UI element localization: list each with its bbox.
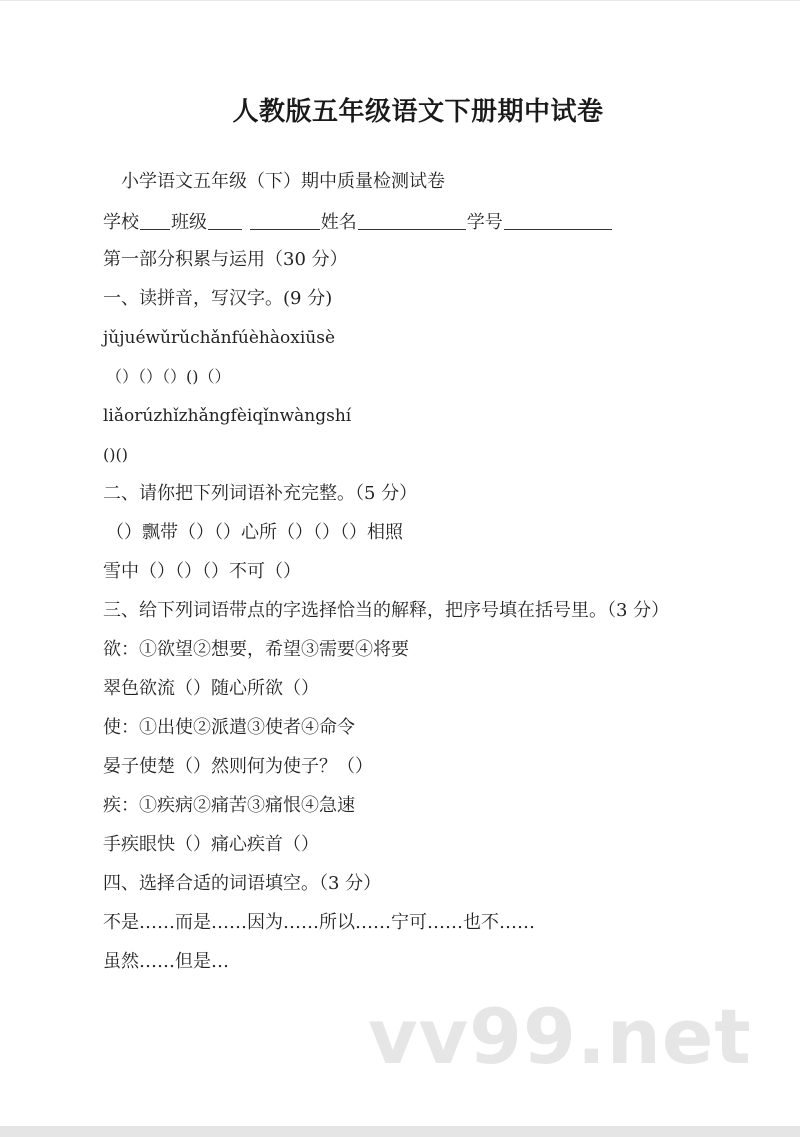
question-4-options-row-2: 虽然……但是… (103, 951, 229, 972)
student-info-line (103, 209, 613, 235)
name-blank (358, 211, 466, 230)
question-1-answer-row-1: （）（）（）()（） (106, 367, 231, 386)
question-4-options-row-1: 不是……而是……因为……所以……宁可……也不…… (103, 912, 535, 933)
question-3-items-ji: 手疾眼快（）痛心疾首（） (103, 834, 319, 855)
question-1-pinyin-row-1: jǔjuéwǔrǔchǎnfúèhàoxiūsè (103, 328, 336, 348)
question-1-answer-row-2: ()() (103, 445, 128, 464)
class-blank (208, 211, 242, 230)
question-3-definition-ji: 疾：①疾病②痛苦③痛恨④急速 (103, 795, 355, 816)
name-label: 姓名 (320, 212, 357, 233)
question-1-pinyin-row-2: liǎorúzhǐzhǎngfèiqǐnwàngshí (103, 406, 352, 426)
page-bottom-gutter (0, 1126, 800, 1137)
school-blank (140, 211, 170, 230)
question-2-heading: 二、请你把下列词语补充完整。（5 分） (103, 483, 418, 504)
document-subtitle: 小学语文五年级（下）期中质量检测试卷 (121, 171, 445, 192)
question-3-definition-yu: 欲：①欲望②想要，希望③需要④将要 (103, 639, 409, 660)
number-blank (504, 211, 612, 230)
question-3-heading: 三、给下列词语带点的字选择恰当的解释，把序号填在括号里。（3 分） (103, 600, 670, 621)
class-blank-extra (250, 211, 320, 230)
document-title: 人教版五年级语文下册期中试卷 (232, 97, 604, 127)
watermark-text: vv99.net (368, 992, 752, 1081)
question-1-heading: 一、读拼音，写汉字。(9 分) (103, 288, 333, 309)
school-label: 学校 (103, 212, 139, 233)
question-3-items-yu: 翠色欲流（）随心所欲（） (103, 678, 319, 699)
question-4-heading: 四、选择合适的词语填空。（3 分） (103, 873, 382, 894)
question-3-items-shi: 晏子使楚（）然则何为使子？（） (103, 756, 373, 777)
part-one-heading: 第一部分积累与运用（30 分） (103, 249, 348, 270)
question-2-row-2: 雪中（）（）（）不可（） (103, 561, 301, 582)
number-label: 学号 (466, 212, 503, 233)
question-3-definition-shi: 使：①出使②派遣③使者④命令 (103, 717, 355, 738)
class-label: 班级 (171, 212, 207, 233)
question-2-row-1: （）飘带（）（）心所（）（）（）相照 (106, 522, 403, 543)
